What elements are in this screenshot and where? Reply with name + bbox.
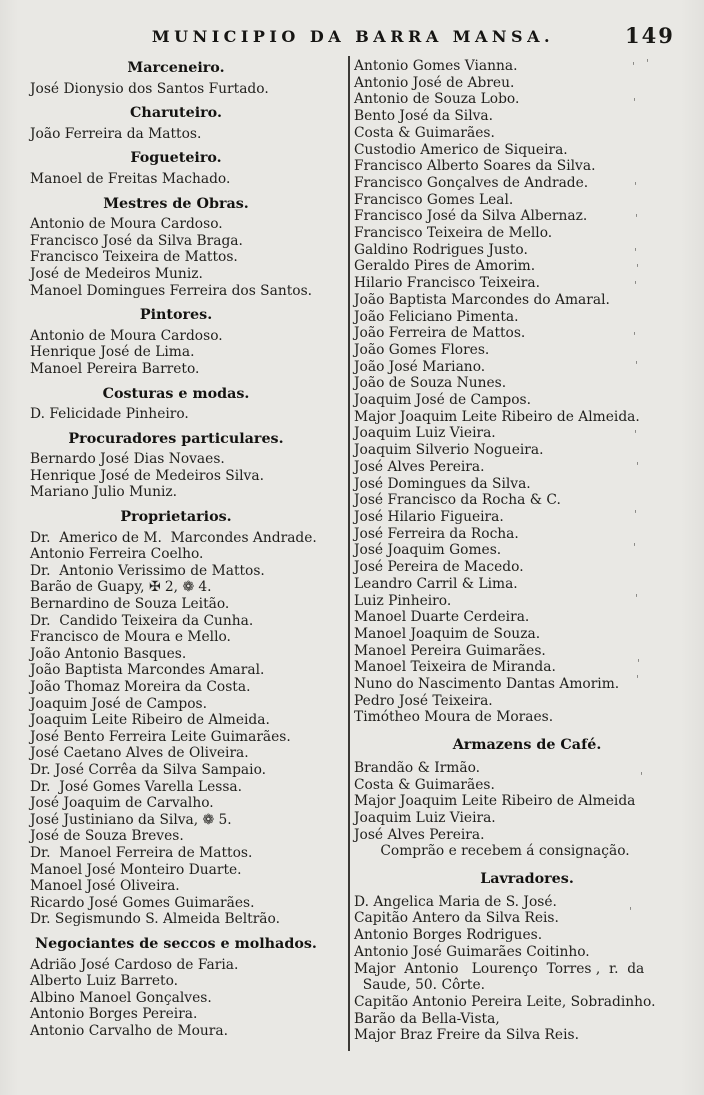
section-heading: Procuradores particulares. xyxy=(68,430,284,447)
directory-entry: Brandão & Irmão. xyxy=(354,759,481,776)
directory-entry: Francisco José da Silva Albernaz. xyxy=(354,208,588,225)
scan-artifact: ' xyxy=(646,57,650,70)
directory-entry: Dr. Segismundo S. Almeida Beltrão. xyxy=(30,911,280,928)
scan-artifact: ' xyxy=(636,262,640,275)
directory-entry: Albino Manoel Gonçalves. xyxy=(30,989,212,1006)
directory-entry: Adrião José Cardoso de Faria. xyxy=(30,956,239,973)
directory-entry: Capitão Antero da Silva Reis. xyxy=(354,910,559,927)
section-heading: Marceneiro. xyxy=(127,60,225,76)
directory-entry: Dr. Americo de M. Marcondes Andrade. xyxy=(30,529,317,546)
directory-entry: José Joaquim Gomes. xyxy=(354,542,502,559)
scan-artifact: ' xyxy=(634,246,638,259)
directory-entry: Alberto Luiz Barreto. xyxy=(30,973,179,990)
directory-entry: Pedro José Teixeira. xyxy=(354,692,493,709)
directory-entry: José Alves Pereira. xyxy=(354,826,485,843)
directory-entry: Joaquim Luiz Vieira. xyxy=(354,425,496,442)
directory-entry: Joaquim Silverio Nogueira. xyxy=(354,442,544,459)
scan-artifact: ' xyxy=(629,905,633,918)
directory-entry: Timótheo Moura de Moraes. xyxy=(354,709,554,726)
scan-artifact: ' xyxy=(636,673,640,686)
directory-entry: Ricardo José Gomes Guimarães. xyxy=(30,894,255,911)
section-heading: Costuras e modas. xyxy=(102,385,250,402)
directory-entry: Manoel José Oliveira. xyxy=(30,878,180,895)
section-heading: Pintores. xyxy=(139,307,213,324)
directory-entry: Barão de Guapy, ✠ 2, ❁ 4. xyxy=(30,579,212,596)
directory-entry: João Ferreira da Mattos. xyxy=(30,125,202,142)
directory-entry: João de Souza Nunes. xyxy=(354,375,507,392)
directory-entry: João Antonio Basques. xyxy=(30,645,187,662)
directory-entry: Antonio de Souza Lobo. xyxy=(354,91,520,108)
directory-entry: Antonio José de Abreu. xyxy=(354,74,515,91)
section-heading: Charuteiro. xyxy=(130,105,222,122)
directory-entry: João Baptista Marcondes do Amaral. xyxy=(354,291,610,308)
directory-entry: Manoel José Monteiro Duarte. xyxy=(30,861,242,878)
directory-entry: Manoel Pereira Guimarães. xyxy=(354,642,546,659)
directory-entry: João José Mariano. xyxy=(354,358,486,375)
directory-entry: Major Joaquim Leite Ribeiro de Almeida. xyxy=(354,408,640,425)
directory-entry: José Joaquim de Carvalho. xyxy=(30,795,214,812)
directory-entry: João Feliciano Pimenta. xyxy=(354,308,519,325)
directory-entry: Luiz Pinheiro. xyxy=(354,592,452,609)
directory-entry: Henrique José de Medeiros Silva. xyxy=(30,467,264,484)
directory-entry: Major Antonio Lourenço Torres , r. da xyxy=(354,960,645,977)
directory-entry: José Ferreira da Rocha. xyxy=(354,525,519,542)
directory-entry: Joaquim José de Campos. xyxy=(30,695,207,712)
column-divider xyxy=(348,56,350,1051)
directory-entry: Costa & Guimarães. xyxy=(354,776,495,793)
directory-entry: Saude, 50. Côrte. xyxy=(354,977,485,994)
scan-artifact: ' xyxy=(633,541,637,554)
directory-entry: Francisco Gonçalves de Andrade. xyxy=(354,174,589,191)
directory-entry: Henrique José de Lima. xyxy=(30,344,195,361)
directory-entry: Antonio José Guimarães Coitinho. xyxy=(354,943,590,960)
directory-entry: Leandro Carril & Lima. xyxy=(354,575,518,592)
directory-entry: Antonio Borges Rodrigues. xyxy=(354,927,543,944)
directory-entry: Manoel Pereira Barreto. xyxy=(30,360,200,377)
directory-entry: Manoel Duarte Cerdeira. xyxy=(354,609,530,626)
scan-artifact: ' xyxy=(634,428,638,441)
directory-entry: José Hilario Figueira. xyxy=(354,508,504,525)
directory-entry: José Dionysio dos Santos Furtado. xyxy=(30,80,269,97)
directory-entry: Antonio de Moura Cardoso. xyxy=(30,327,223,344)
scan-artifact: ' xyxy=(633,96,637,109)
directory-entry: Francisco Teixeira de Mattos. xyxy=(30,249,238,266)
directory-entry: Manoel de Freitas Machado. xyxy=(30,170,231,187)
directory-entry: Mariano Julio Muniz. xyxy=(30,484,178,501)
directory-entry: José Francisco da Rocha & C. xyxy=(354,492,561,509)
directory-entry: Major Joaquim Leite Ribeiro de Almeida xyxy=(354,793,636,810)
directory-entry: Dr. Antonio Verissimo de Mattos. xyxy=(30,562,265,579)
directory-entry: Capitão Antonio Pereira Leite, Sobradinho. xyxy=(354,993,656,1010)
directory-entry: João Gomes Flores. xyxy=(354,341,490,358)
directory-entry: Joaquim Leite Ribeiro de Almeida. xyxy=(30,712,270,729)
directory-entry: Barão da Bella-Vista, xyxy=(354,1010,500,1027)
directory-entry: Antonio Carvalho de Moura. xyxy=(30,1022,228,1039)
directory-entry: Francisco de Moura e Mello. xyxy=(30,629,231,646)
directory-entry: Hilario Francisco Teixeira. xyxy=(354,275,540,292)
scan-artifact: ' xyxy=(635,592,639,605)
directory-entry: José Justiniano da Silva, ❁ 5. xyxy=(30,811,232,828)
directory-entry: Major Braz Freire da Silva Reis. xyxy=(354,1027,579,1044)
directory-entry: Bento José da Silva. xyxy=(354,108,494,125)
scan-artifact: ' xyxy=(637,657,641,670)
directory-entry: Joaquim José de Campos. xyxy=(354,392,531,409)
directory-entry: Antonio de Moura Cardoso. xyxy=(30,216,223,233)
scan-artifact: ' xyxy=(634,180,638,193)
page-number: 149 xyxy=(625,23,675,48)
directory-entry: Nuno do Nascimento Dantas Amorim. xyxy=(354,676,620,693)
directory-entry: Francisco José da Silva Braga. xyxy=(30,232,243,249)
running-title: MUNICIPIO DA BARRA MANSA. xyxy=(151,27,555,46)
directory-entry: Joaquim Luiz Vieira. xyxy=(354,809,496,826)
directory-entry: José de Medeiros Muniz. xyxy=(30,265,203,282)
directory-entry: Bernardo José Dias Novaes. xyxy=(30,451,225,468)
directory-entry: Manoel Teixeira de Miranda. xyxy=(354,659,556,676)
scan-artifact: ' xyxy=(634,508,638,521)
scan-artifact: ' xyxy=(635,212,639,225)
directory-entry: Dr. Candido Teixeira da Cunha. xyxy=(30,612,254,629)
scan-artifact: ' xyxy=(640,770,644,783)
directory-entry: João Ferreira de Mattos. xyxy=(354,325,526,342)
directory-entry: José Bento Ferreira Leite Guimarães. xyxy=(30,728,291,745)
directory-entry: Antonio Borges Pereira. xyxy=(30,1006,198,1023)
directory-entry: Francisco Alberto Soares da Silva. xyxy=(354,158,596,175)
directory-entry: Custodio Americo de Siqueira. xyxy=(354,141,568,158)
section-heading: Negociantes de seccos e molhados. xyxy=(35,935,317,952)
directory-entry: D. Felicidade Pinheiro. xyxy=(30,406,189,423)
directory-entry: João Thomaz Moreira da Costa. xyxy=(30,679,251,695)
directory-entry: Antonio Gomes Vianna. xyxy=(354,58,518,74)
directory-entry: Manoel Joaquim de Souza. xyxy=(354,625,541,642)
directory-entry: D. Angelica Maria de S. José. xyxy=(354,893,557,910)
section-heading: Mestres de Obras. xyxy=(103,195,249,212)
directory-entry: Dr. José Corrêa da Silva Sampaio. xyxy=(30,761,267,778)
section-heading: Fogueteiro. xyxy=(130,150,222,167)
directory-entry: Galdino Rodrigues Justo. xyxy=(354,241,528,258)
directory-entry: José Pereira de Macedo. xyxy=(354,559,524,576)
scan-artifact: ' xyxy=(636,460,640,473)
directory-entry: Francisco Gomes Leal. xyxy=(354,191,514,208)
section-heading: Armazens de Café. xyxy=(452,737,602,754)
directory-entry: Dr. José Gomes Varella Lessa. xyxy=(30,778,243,795)
section-heading: Lavradores. xyxy=(480,871,574,888)
directory-entry: Francisco Teixeira de Mello. xyxy=(354,225,553,242)
scan-artifact: ' xyxy=(634,279,638,292)
directory-entry: Bernardino de Souza Leitão. xyxy=(30,596,230,613)
directory-entry: Antonio Ferreira Coelho. xyxy=(30,546,204,563)
directory-entry: Dr. Manoel Ferreira de Mattos. xyxy=(30,844,253,861)
left-column xyxy=(6,52,346,1039)
directory-entry: Comprão e recebem á consignação. xyxy=(354,843,630,860)
directory-entry: José Domingues da Silva. xyxy=(354,475,531,492)
scan-artifact: ' xyxy=(635,359,639,372)
directory-entry: Manoel Domingues Ferreira dos Santos. xyxy=(30,282,313,299)
scan-artifact: ' xyxy=(633,330,637,343)
directory-entry: João Baptista Marcondes Amaral. xyxy=(30,662,265,679)
directory-entry: José Caetano Alves de Oliveira. xyxy=(30,745,249,762)
section-heading: Proprietarios. xyxy=(120,509,232,526)
directory-entry: Costa & Guimarães. xyxy=(354,124,495,141)
directory-entry: José de Souza Breves. xyxy=(30,828,184,845)
right-column xyxy=(354,52,700,1044)
directory-entry: Geraldo Pires de Amorim. xyxy=(354,258,536,275)
directory-entry: José Alves Pereira. xyxy=(354,458,485,475)
scan-artifact: ' xyxy=(632,60,636,73)
